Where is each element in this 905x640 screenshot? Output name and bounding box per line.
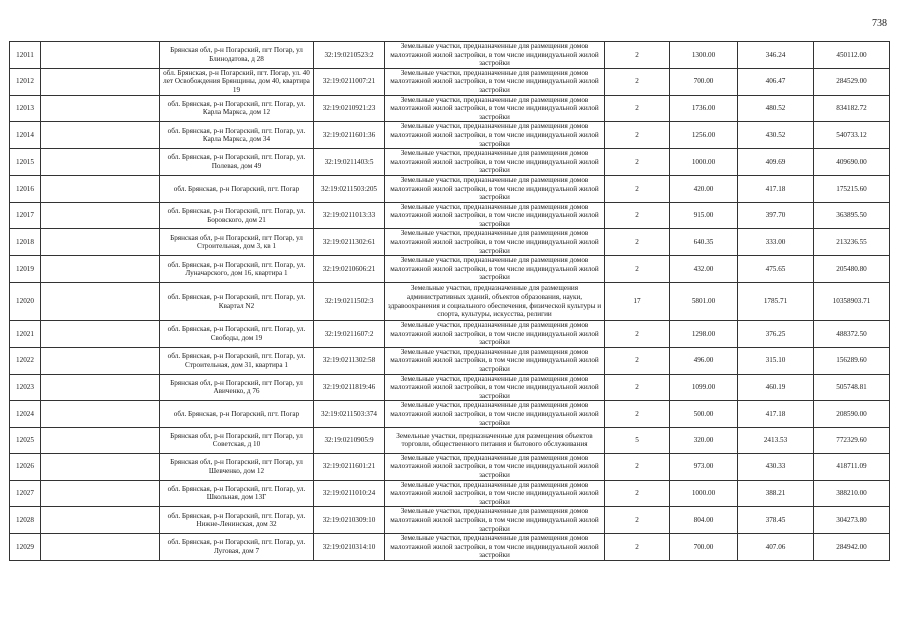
use-code-cell: 17 [605, 283, 670, 321]
empty-cell [41, 95, 160, 122]
cadastral-value-cell: 772329.60 [814, 428, 890, 454]
row-number: 12027 [10, 480, 41, 507]
address-cell: обл. Брянская, р-н Погарский, пгт. Погар [160, 401, 314, 428]
land-use-cell: Земельные участки, предназначенные для размещения домов малоэтажной жилой застройки, в том числе индивидуальной жилой застройки [385, 347, 605, 374]
empty-cell [41, 507, 160, 534]
land-use-cell: Земельные участки, предназначенные для размещения домов малоэтажной жилой застройки, в том числе индивидуальной жилой застройки [385, 401, 605, 428]
cadastral-number-cell: 32:19:0211302:61 [314, 229, 385, 256]
address-cell: Брянская обл, р-н Погарский, пгт Погар, ул Советская, д 10 [160, 428, 314, 454]
land-use-cell: Земельные участки, предназначенные для размещения домов малоэтажной жилой застройки, в том числе индивидуальной жилой застройки [385, 175, 605, 202]
cadastral-value-cell: 304273.80 [814, 507, 890, 534]
land-use-cell: Земельные участки, предназначенные для размещения домов малоэтажной жилой застройки, в том числе индивидуальной жилой застройки [385, 256, 605, 283]
row-number: 12026 [10, 453, 41, 480]
table-row [10, 229, 890, 256]
rate-cell: 430.33 [738, 453, 814, 480]
table-row [10, 175, 890, 202]
area-cell: 700.00 [670, 534, 738, 561]
row-number: 12016 [10, 175, 41, 202]
cadastral-value-cell: 208590.00 [814, 401, 890, 428]
use-code-cell: 5 [605, 428, 670, 454]
rate-cell: 460.19 [738, 374, 814, 401]
row-number: 12029 [10, 534, 41, 561]
rate-cell: 333.00 [738, 229, 814, 256]
land-use-cell: Земельные участки, предназначенные для размещения домов малоэтажной жилой застройки, в том числе индивидуальной жилой застройки [385, 507, 605, 534]
row-number: 12025 [10, 428, 41, 454]
cadastral-number-cell: 32:19:0211007:21 [314, 68, 385, 95]
address-cell: обл. Брянская, р-н Погарский, пгт. Погар, ул. Квартал N2 [160, 283, 314, 321]
rate-cell: 417.18 [738, 175, 814, 202]
rate-cell: 315.10 [738, 347, 814, 374]
table-row [10, 480, 890, 507]
rate-cell: 1785.71 [738, 283, 814, 321]
empty-cell [41, 283, 160, 321]
use-code-cell: 2 [605, 453, 670, 480]
rate-cell: 406.47 [738, 68, 814, 95]
rate-cell: 417.18 [738, 401, 814, 428]
address-cell: обл. Брянская, р-н Погарский, пгт. Погар, ул. Полевая, дом 49 [160, 149, 314, 176]
land-use-cell: Земельные участки, предназначенные для размещения домов малоэтажной жилой застройки, в том числе индивидуальной жилой застройки [385, 374, 605, 401]
area-cell: 1298.00 [670, 321, 738, 348]
address-cell: обл. Брянская, р-н Погарский, пгт. Погар, ул. Строительная, дом 31, квартира 1 [160, 347, 314, 374]
rate-cell: 397.70 [738, 202, 814, 229]
table-row [10, 507, 890, 534]
use-code-cell: 2 [605, 229, 670, 256]
rate-cell: 475.65 [738, 256, 814, 283]
row-number: 12019 [10, 256, 41, 283]
use-code-cell: 2 [605, 374, 670, 401]
area-cell: 1736.00 [670, 95, 738, 122]
address-cell: обл. Брянская, р-н Погарский, пгт. Погар [160, 175, 314, 202]
cadastral-number-cell: 32:19:0211013:33 [314, 202, 385, 229]
rate-cell: 480.52 [738, 95, 814, 122]
land-use-cell: Земельные участки, предназначенные для размещения административных зданий, объектов образования, науки, здравоохранения и социального обеспечения, физической культуры и спорта, культуры, искусства, религии [385, 283, 605, 321]
area-cell: 420.00 [670, 175, 738, 202]
cadastral-value-cell: 175215.60 [814, 175, 890, 202]
land-use-cell: Земельные участки, предназначенные для размещения домов малоэтажной жилой застройки, в том числе индивидуальной жилой застройки [385, 42, 605, 69]
area-cell: 915.00 [670, 202, 738, 229]
cadastral-value-cell: 284942.00 [814, 534, 890, 561]
area-cell: 1099.00 [670, 374, 738, 401]
cadastral-value-cell: 488372.50 [814, 321, 890, 348]
cadastral-value-cell: 213236.55 [814, 229, 890, 256]
use-code-cell: 2 [605, 42, 670, 69]
row-number: 12017 [10, 202, 41, 229]
cadastral-number-cell: 32:19:0211503:374 [314, 401, 385, 428]
row-number: 12018 [10, 229, 41, 256]
area-cell: 973.00 [670, 453, 738, 480]
address-cell: Брянская обл, р-н Погарский, пгт Погар, ул Блинодатова, д 28 [160, 42, 314, 69]
area-cell: 5801.00 [670, 283, 738, 321]
row-number: 12013 [10, 95, 41, 122]
use-code-cell: 2 [605, 175, 670, 202]
use-code-cell: 2 [605, 321, 670, 348]
rate-cell: 378.45 [738, 507, 814, 534]
area-cell: 1000.00 [670, 480, 738, 507]
cadastral-number-cell: 32:19:0211010:24 [314, 480, 385, 507]
empty-cell [41, 202, 160, 229]
cadastral-number-cell: 32:19:0210314:10 [314, 534, 385, 561]
land-use-cell: Земельные участки, предназначенные для размещения домов малоэтажной жилой застройки, в том числе индивидуальной жилой застройки [385, 534, 605, 561]
use-code-cell: 2 [605, 149, 670, 176]
cadastral-number-cell: 32:19:0210905:9 [314, 428, 385, 454]
row-number: 12028 [10, 507, 41, 534]
row-number: 12024 [10, 401, 41, 428]
empty-cell [41, 347, 160, 374]
table-row [10, 321, 890, 348]
row-number: 12023 [10, 374, 41, 401]
empty-cell [41, 534, 160, 561]
page-number: 738 [872, 18, 887, 29]
address-cell: Брянская обл, р-н Погарский, пгт Погар, ул Строительная, дом 3, кв 1 [160, 229, 314, 256]
table-row [10, 401, 890, 428]
area-cell: 1300.00 [670, 42, 738, 69]
use-code-cell: 2 [605, 256, 670, 283]
cadastral-value-cell: 418711.09 [814, 453, 890, 480]
area-cell: 432.00 [670, 256, 738, 283]
table-row [10, 122, 890, 149]
empty-cell [41, 256, 160, 283]
empty-cell [41, 374, 160, 401]
use-code-cell: 2 [605, 347, 670, 374]
empty-cell [41, 480, 160, 507]
row-number: 12012 [10, 68, 41, 95]
area-cell: 640.35 [670, 229, 738, 256]
land-use-cell: Земельные участки, предназначенные для размещения домов малоэтажной жилой застройки, в том числе индивидуальной жилой застройки [385, 149, 605, 176]
land-use-cell: Земельные участки, предназначенные для размещения домов малоэтажной жилой застройки, в том числе индивидуальной жилой застройки [385, 95, 605, 122]
use-code-cell: 2 [605, 202, 670, 229]
table-row [10, 428, 890, 454]
land-registry-table [9, 41, 890, 561]
use-code-cell: 2 [605, 122, 670, 149]
cadastral-value-cell: 450112.00 [814, 42, 890, 69]
table-row [10, 42, 890, 69]
address-cell: обл. Брянская, р-н Погарский, пгт. Погар, ул. Школьная, дом 13Г [160, 480, 314, 507]
empty-cell [41, 149, 160, 176]
cadastral-value-cell: 205480.80 [814, 256, 890, 283]
address-cell: Брянская обл, р-н Погарский, пгт Погар, ул Шевченко, дом 12 [160, 453, 314, 480]
address-cell: обл. Брянская, р-н Погарский, пгт. Погар, ул. Карла Маркса, дом 12 [160, 95, 314, 122]
use-code-cell: 2 [605, 68, 670, 95]
address-cell: обл. Брянская, р-н Погарский, пгт. Погар, ул. Боровского, дом 21 [160, 202, 314, 229]
cadastral-number-cell: 32:19:0211503:205 [314, 175, 385, 202]
area-cell: 320.00 [670, 428, 738, 454]
empty-cell [41, 453, 160, 480]
land-use-cell: Земельные участки, предназначенные для размещения домов малоэтажной жилой застройки, в том числе индивидуальной жилой застройки [385, 68, 605, 95]
empty-cell [41, 401, 160, 428]
cadastral-number-cell: 32:19:0211502:3 [314, 283, 385, 321]
rate-cell: 407.06 [738, 534, 814, 561]
land-use-cell: Земельные участки, предназначенные для размещения домов малоэтажной жилой застройки, в том числе индивидуальной жилой застройки [385, 202, 605, 229]
cadastral-value-cell: 505748.81 [814, 374, 890, 401]
cadastral-value-cell: 409690.00 [814, 149, 890, 176]
cadastral-value-cell: 284529.00 [814, 68, 890, 95]
rate-cell: 346.24 [738, 42, 814, 69]
address-cell: Брянская обл, р-н Погарский, пгт Погар, ул Авиченко, д 76 [160, 374, 314, 401]
land-use-cell: Земельные участки, предназначенные для размещения домов малоэтажной жилой застройки, в том числе индивидуальной жилой застройки [385, 229, 605, 256]
cadastral-number-cell: 32:19:0211607:2 [314, 321, 385, 348]
cadastral-number-cell: 32:19:0210921:23 [314, 95, 385, 122]
area-cell: 700.00 [670, 68, 738, 95]
use-code-cell: 2 [605, 507, 670, 534]
row-number: 12020 [10, 283, 41, 321]
empty-cell [41, 68, 160, 95]
empty-cell [41, 175, 160, 202]
rate-cell: 430.52 [738, 122, 814, 149]
cadastral-number-cell: 32:19:0211403:5 [314, 149, 385, 176]
use-code-cell: 2 [605, 480, 670, 507]
address-cell: обл. Брянская, р-н Погарский, пгт. Погар, ул. Луговая, дом 7 [160, 534, 314, 561]
table-row [10, 283, 890, 321]
cadastral-number-cell: 32:19:0211601:36 [314, 122, 385, 149]
cadastral-value-cell: 834182.72 [814, 95, 890, 122]
table-row [10, 95, 890, 122]
use-code-cell: 2 [605, 95, 670, 122]
area-cell: 804.00 [670, 507, 738, 534]
cadastral-value-cell: 540733.12 [814, 122, 890, 149]
row-number: 12022 [10, 347, 41, 374]
area-cell: 1256.00 [670, 122, 738, 149]
rate-cell: 409.69 [738, 149, 814, 176]
table-row [10, 202, 890, 229]
table-row [10, 68, 890, 95]
area-cell: 500.00 [670, 401, 738, 428]
empty-cell [41, 428, 160, 454]
cadastral-value-cell: 363895.50 [814, 202, 890, 229]
rate-cell: 376.25 [738, 321, 814, 348]
table-row [10, 374, 890, 401]
cadastral-value-cell: 388210.00 [814, 480, 890, 507]
cadastral-number-cell: 32:19:0210606:21 [314, 256, 385, 283]
cadastral-number-cell: 32:19:0211601:21 [314, 453, 385, 480]
address-cell: обл. Брянская, р-н Погарский, пгт. Погар, ул. Нижне-Ленинская, дом 32 [160, 507, 314, 534]
cadastral-value-cell: 156289.60 [814, 347, 890, 374]
land-use-cell: Земельные участки, предназначенные для размещения домов малоэтажной жилой застройки, в том числе индивидуальной жилой застройки [385, 321, 605, 348]
row-number: 12015 [10, 149, 41, 176]
address-cell: обл. Брянская, р-н Погарский, пгт. Погар, ул. Свободы, дом 19 [160, 321, 314, 348]
cadastral-number-cell: 32:19:0210309:10 [314, 507, 385, 534]
empty-cell [41, 321, 160, 348]
table-row [10, 453, 890, 480]
cadastral-value-cell: 10358903.71 [814, 283, 890, 321]
empty-cell [41, 42, 160, 69]
land-use-cell: Земельные участки, предназначенные для размещения домов малоэтажной жилой застройки, в том числе индивидуальной жилой застройки [385, 453, 605, 480]
address-cell: обл. Брянская, р-н Погарский, пгт. Погар, ул. Луначарского, дом 16, квартира 1 [160, 256, 314, 283]
cadastral-number-cell: 32:19:0210523:2 [314, 42, 385, 69]
area-cell: 1000.00 [670, 149, 738, 176]
table-row [10, 149, 890, 176]
land-use-cell: Земельные участки, предназначенные для размещения домов малоэтажной жилой застройки, в том числе индивидуальной жилой застройки [385, 122, 605, 149]
empty-cell [41, 122, 160, 149]
rate-cell: 388.21 [738, 480, 814, 507]
table-row [10, 347, 890, 374]
rate-cell: 2413.53 [738, 428, 814, 454]
row-number: 12014 [10, 122, 41, 149]
registry-body [10, 42, 890, 561]
land-use-cell: Земельные участки, предназначенные для размещения объектов торговли, общественного питания и бытового обслуживания [385, 428, 605, 454]
area-cell: 496.00 [670, 347, 738, 374]
row-number: 12011 [10, 42, 41, 69]
row-number: 12021 [10, 321, 41, 348]
cadastral-number-cell: 32:19:0211302:58 [314, 347, 385, 374]
use-code-cell: 2 [605, 534, 670, 561]
cadastral-number-cell: 32:19:0211819:46 [314, 374, 385, 401]
land-use-cell: Земельные участки, предназначенные для размещения домов малоэтажной жилой застройки, в том числе индивидуальной жилой застройки [385, 480, 605, 507]
table-row [10, 256, 890, 283]
address-cell: обл. Брянская, р-н Погарский, пгт. Погар, ул. 40 лет Освобождения Брянщины, дом 40, квартира 19 [160, 68, 314, 95]
use-code-cell: 2 [605, 401, 670, 428]
table-row [10, 534, 890, 561]
address-cell: обл. Брянская, р-н Погарский, пгт. Погар, ул. Карла Маркса, дом 34 [160, 122, 314, 149]
empty-cell [41, 229, 160, 256]
